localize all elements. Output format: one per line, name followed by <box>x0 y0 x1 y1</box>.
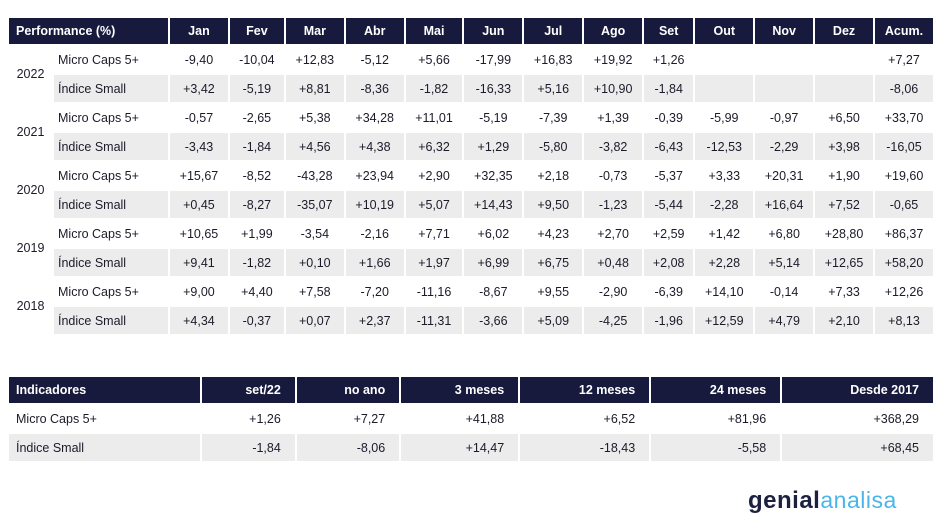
performance-value: +9,55 <box>524 278 582 305</box>
performance-value: +14,10 <box>695 278 753 305</box>
performance-value: +12,65 <box>815 249 873 276</box>
performance-value: -0,39 <box>644 104 693 131</box>
performance-value: +1,66 <box>346 249 404 276</box>
performance-value: +5,38 <box>286 104 344 131</box>
performance-value: -8,06 <box>875 75 933 102</box>
performance-value: -8,67 <box>464 278 522 305</box>
performance-value: +4,79 <box>755 307 813 334</box>
performance-row <box>9 220 933 247</box>
performance-value: +0,45 <box>170 191 228 218</box>
indicators-body <box>9 405 933 461</box>
indicator-row <box>9 405 933 432</box>
indicator-value: -5,58 <box>651 434 780 461</box>
performance-value: -16,33 <box>464 75 522 102</box>
performance-row <box>9 162 933 189</box>
performance-value: +6,32 <box>406 133 463 160</box>
performance-value: -7,39 <box>524 104 582 131</box>
performance-value: -3,43 <box>170 133 228 160</box>
performance-value: +3,98 <box>815 133 873 160</box>
performance-value: +0,10 <box>286 249 344 276</box>
indicator-value: +368,29 <box>873 411 919 426</box>
month-header: Jun <box>464 18 522 44</box>
performance-value: -5,80 <box>524 133 582 160</box>
performance-value <box>755 46 813 73</box>
performance-value <box>815 46 873 73</box>
series-name: Índice Small <box>54 191 168 218</box>
indicator-value: +14,47 <box>401 434 518 461</box>
indicator-row <box>9 434 933 461</box>
indicators-header-row <box>9 377 933 403</box>
performance-value: -17,99 <box>464 46 522 73</box>
series-name: Índice Small <box>54 307 168 334</box>
performance-value: +5,66 <box>406 46 463 73</box>
performance-value: -1,84 <box>230 133 284 160</box>
performance-row <box>9 104 933 131</box>
month-header: Jul <box>524 18 582 44</box>
performance-value: +86,37 <box>875 220 933 247</box>
performance-value: +12,59 <box>695 307 753 334</box>
performance-value: +14,43 <box>464 191 522 218</box>
performance-value: -11,31 <box>406 307 463 334</box>
month-header: Out <box>695 18 753 44</box>
performance-value: -5,19 <box>464 104 522 131</box>
performance-value: -2,28 <box>695 191 753 218</box>
performance-value: +2,10 <box>815 307 873 334</box>
indicator-value: +6,52 <box>603 411 636 426</box>
performance-value: +10,19 <box>346 191 404 218</box>
indicator-series-name: Índice Small <box>9 434 200 461</box>
performance-value: -3,54 <box>286 220 344 247</box>
performance-value: +2,59 <box>644 220 693 247</box>
indicator-period-header: no ano <box>297 377 399 403</box>
performance-value: +5,14 <box>755 249 813 276</box>
performance-value: -2,16 <box>346 220 404 247</box>
performance-value <box>695 75 753 102</box>
performance-value: -6,39 <box>644 278 693 305</box>
performance-value: +19,60 <box>875 162 933 189</box>
performance-value: -5,99 <box>695 104 753 131</box>
performance-header-title: Performance (%) <box>9 18 168 44</box>
logo-brand: genial <box>748 487 821 514</box>
accumulated-header: Acum. <box>875 18 933 44</box>
indicators-header-title: Indicadores <box>9 377 200 403</box>
performance-value <box>815 75 873 102</box>
indicator-period-header: 12 meses <box>520 377 649 403</box>
month-header: Nov <box>755 18 813 44</box>
performance-value: -8,27 <box>230 191 284 218</box>
performance-value: +6,50 <box>815 104 873 131</box>
performance-value: +5,09 <box>524 307 582 334</box>
performance-value: -3,66 <box>464 307 522 334</box>
performance-value: +1,42 <box>695 220 753 247</box>
performance-value: +9,50 <box>524 191 582 218</box>
performance-value: +1,99 <box>230 220 284 247</box>
indicator-period-header: Desde 2017 <box>782 377 933 403</box>
series-name: Micro Caps 5+ <box>54 162 168 189</box>
performance-value <box>695 46 753 73</box>
performance-value: -8,36 <box>346 75 404 102</box>
performance-value: +2,08 <box>644 249 693 276</box>
indicator-value: +1,26 <box>249 411 281 426</box>
performance-value: -0,57 <box>170 104 228 131</box>
performance-value: -3,82 <box>584 133 642 160</box>
performance-value: -0,65 <box>875 191 933 218</box>
year-label: 2021 <box>9 104 52 160</box>
performance-row <box>9 249 933 276</box>
indicator-period-header: 24 meses <box>651 377 780 403</box>
performance-value: +19,92 <box>584 46 642 73</box>
performance-value: +1,39 <box>584 104 642 131</box>
performance-value: +34,28 <box>346 104 404 131</box>
performance-value: -8,52 <box>230 162 284 189</box>
indicator-value: +81,96 <box>727 411 767 426</box>
performance-value: +28,80 <box>815 220 873 247</box>
performance-value: +33,70 <box>875 104 933 131</box>
performance-value: +4,34 <box>170 307 228 334</box>
indicators-table <box>7 375 935 463</box>
performance-value: +16,83 <box>524 46 582 73</box>
performance-value: -5,44 <box>644 191 693 218</box>
performance-value: -35,07 <box>286 191 344 218</box>
performance-value: -6,43 <box>644 133 693 160</box>
performance-value: +10,65 <box>170 220 228 247</box>
performance-value: +6,80 <box>755 220 813 247</box>
indicator-value: -18,43 <box>520 434 649 461</box>
performance-row <box>9 307 933 334</box>
indicator-period-header: set/22 <box>202 377 295 403</box>
performance-value: -1,84 <box>644 75 693 102</box>
month-header: Mai <box>406 18 463 44</box>
performance-row <box>9 191 933 218</box>
series-name: Índice Small <box>54 75 168 102</box>
performance-value: +7,52 <box>815 191 873 218</box>
indicator-value: +7,27 <box>353 411 386 426</box>
performance-value: +10,90 <box>584 75 642 102</box>
performance-value: -0,14 <box>755 278 813 305</box>
performance-value: +0,07 <box>286 307 344 334</box>
performance-value: -11,16 <box>406 278 463 305</box>
month-header: Dez <box>815 18 873 44</box>
performance-value: -5,12 <box>346 46 404 73</box>
year-label: 2020 <box>9 162 52 218</box>
series-name: Micro Caps 5+ <box>54 46 168 73</box>
performance-value: +15,67 <box>170 162 228 189</box>
series-name: Micro Caps 5+ <box>54 104 168 131</box>
performance-value: +2,28 <box>695 249 753 276</box>
performance-value: -0,37 <box>230 307 284 334</box>
year-label: 2019 <box>9 220 52 276</box>
performance-value: +4,56 <box>286 133 344 160</box>
performance-value: -1,96 <box>644 307 693 334</box>
performance-value: -1,23 <box>584 191 642 218</box>
performance-value: +12,83 <box>286 46 344 73</box>
performance-value: -9,40 <box>170 46 228 73</box>
performance-value: +58,20 <box>875 249 933 276</box>
performance-value: +3,33 <box>695 162 753 189</box>
performance-value: -7,20 <box>346 278 404 305</box>
series-name: Índice Small <box>54 133 168 160</box>
performance-value: +0,48 <box>584 249 642 276</box>
performance-value: -12,53 <box>695 133 753 160</box>
performance-header-row <box>9 18 933 44</box>
performance-value: -0,73 <box>584 162 642 189</box>
performance-value: -4,25 <box>584 307 642 334</box>
year-label: 2018 <box>9 278 52 334</box>
performance-value: +8,81 <box>286 75 344 102</box>
month-header: Mar <box>286 18 344 44</box>
performance-value: +1,29 <box>464 133 522 160</box>
performance-value: +5,16 <box>524 75 582 102</box>
indicator-value: +68,45 <box>782 434 933 461</box>
performance-row <box>9 278 933 305</box>
performance-value: +12,26 <box>875 278 933 305</box>
performance-value: +4,23 <box>524 220 582 247</box>
month-header: Ago <box>584 18 642 44</box>
performance-value: +2,37 <box>346 307 404 334</box>
performance-value: +23,94 <box>346 162 404 189</box>
performance-value: +6,99 <box>464 249 522 276</box>
indicator-value: -8,06 <box>297 434 399 461</box>
performance-body <box>9 46 933 334</box>
series-name: Micro Caps 5+ <box>54 278 168 305</box>
month-header: Abr <box>346 18 404 44</box>
performance-value: -0,97 <box>755 104 813 131</box>
performance-value: -43,28 <box>286 162 344 189</box>
performance-value: +5,07 <box>406 191 463 218</box>
indicator-value: -1,84 <box>202 434 295 461</box>
performance-value: -5,19 <box>230 75 284 102</box>
performance-value: +7,33 <box>815 278 873 305</box>
month-header: Set <box>644 18 693 44</box>
performance-value: +9,41 <box>170 249 228 276</box>
performance-table <box>7 16 935 336</box>
performance-value: +7,71 <box>406 220 463 247</box>
performance-value: +1,26 <box>644 46 693 73</box>
performance-value: +2,90 <box>406 162 463 189</box>
performance-value: +4,40 <box>230 278 284 305</box>
performance-value: +4,38 <box>346 133 404 160</box>
performance-row <box>9 75 933 102</box>
performance-value: -1,82 <box>406 75 463 102</box>
performance-value: +9,00 <box>170 278 228 305</box>
series-name: Índice Small <box>54 249 168 276</box>
series-name: Micro Caps 5+ <box>54 220 168 247</box>
performance-value: -2,65 <box>230 104 284 131</box>
performance-row <box>9 46 933 73</box>
performance-value <box>755 75 813 102</box>
month-header: Fev <box>230 18 284 44</box>
performance-value: +20,31 <box>755 162 813 189</box>
performance-value: +8,13 <box>875 307 933 334</box>
performance-value: +6,02 <box>464 220 522 247</box>
genial-analisa-logo <box>748 487 897 515</box>
performance-value: +6,75 <box>524 249 582 276</box>
year-label: 2022 <box>9 46 52 102</box>
performance-value: +3,42 <box>170 75 228 102</box>
indicator-period-header: 3 meses <box>401 377 518 403</box>
indicator-value: +41,88 <box>465 411 505 426</box>
performance-value: +2,70 <box>584 220 642 247</box>
performance-value: +2,18 <box>524 162 582 189</box>
logo-product: analisa <box>820 487 897 513</box>
performance-value: +11,01 <box>406 104 463 131</box>
performance-value: -10,04 <box>230 46 284 73</box>
performance-value: -5,37 <box>644 162 693 189</box>
performance-value: +1,90 <box>815 162 873 189</box>
performance-value: +7,27 <box>875 46 933 73</box>
performance-value: +16,64 <box>755 191 813 218</box>
performance-value: +1,97 <box>406 249 463 276</box>
performance-value: -1,82 <box>230 249 284 276</box>
performance-value: -16,05 <box>875 133 933 160</box>
performance-value: +32,35 <box>464 162 522 189</box>
indicator-series-name: Micro Caps 5+ <box>9 405 200 432</box>
performance-value: -2,29 <box>755 133 813 160</box>
performance-value: -2,90 <box>584 278 642 305</box>
performance-row <box>9 133 933 160</box>
month-header: Jan <box>170 18 228 44</box>
performance-value: +7,58 <box>286 278 344 305</box>
